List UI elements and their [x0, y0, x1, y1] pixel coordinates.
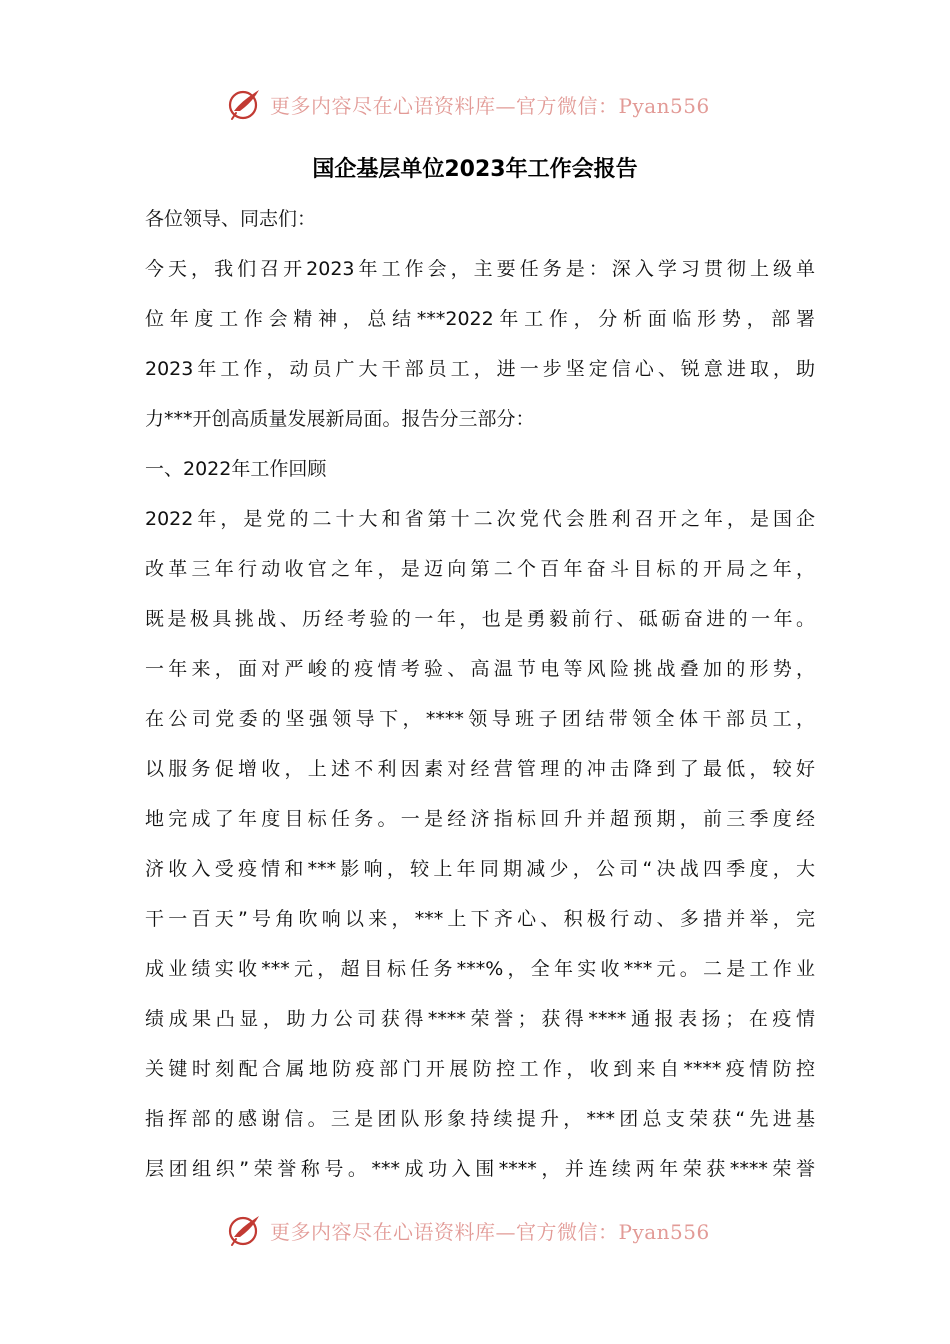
text-line: 地完成了年度目标任务。一是经济指标回升并超预期，前三季度经: [145, 808, 815, 830]
text-line: 2023年工作，动员广大干部员工，进一步坚定信心、锐意进取，助: [145, 358, 815, 380]
text-line: 在公司党委的坚强领导下，****领导班子团结带领全体干部员工，: [145, 708, 815, 730]
quill-seal-logo-icon: [228, 87, 262, 121]
text-line: 以服务促增收，上述不利因素对经营管理的冲击降到了最低，较好: [145, 758, 815, 780]
header-banner-text: 更多内容尽在心语资料库—官方微信：Pyan556: [270, 93, 710, 118]
text-line: 各位领导、同志们：: [145, 208, 317, 230]
text-line: 成业绩实收***元，超目标任务***%，全年实收***元。二是工作业: [145, 958, 815, 980]
text-line: 一年来，面对严峻的疫情考验、高温节电等风险挑战叠加的形势，: [145, 658, 815, 680]
quill-seal-logo-icon: [228, 1213, 262, 1247]
text-line: 力***开创高质量发展新局面。报告分三部分：: [145, 408, 535, 430]
text-line: 改革三年行动收官之年，是迈向第二个百年奋斗目标的开局之年，: [145, 558, 815, 580]
header-banner: [228, 84, 710, 124]
text-line: 层团组织”荣誉称号。***成功入围****，并连续两年荣获****荣誉: [145, 1158, 815, 1180]
document-title: 国企基层单位2023年工作会报告: [312, 157, 638, 182]
text-line: 位年度工作会精神，总结***2022年工作，分析面临形势，部署: [145, 308, 815, 330]
text-line: 2022年，是党的二十大和省第十二次党代会胜利召开之年，是国企: [145, 508, 815, 530]
text-line: 绩成果凸显，助力公司获得****荣誉；获得****通报表扬；在疫情: [145, 1008, 815, 1030]
text-line: 干一百天”号角吹响以来，***上下齐心、积极行动、多措并举，完: [145, 908, 815, 930]
text-line: 关键时刻配合属地防疫部门开展防控工作，收到来自****疫情防控: [145, 1058, 815, 1080]
text-line: 既是极具挑战、历经考验的一年，也是勇毅前行、砥砺奋进的一年。: [145, 608, 815, 630]
text-line: 今天，我们召开2023年工作会，主要任务是：深入学习贯彻上级单: [145, 258, 815, 280]
text-line: 济收入受疫情和***影响，较上年同期减少，公司“决战四季度，大: [145, 858, 815, 880]
section-heading: 一、2022年工作回顾: [145, 458, 327, 480]
text-line: 指挥部的感谢信。三是团队形象持续提升，***团总支荣获“先进基: [145, 1108, 815, 1130]
footer-banner: [228, 1210, 710, 1250]
footer-banner-text: 更多内容尽在心语资料库—官方微信：Pyan556: [270, 1219, 710, 1244]
